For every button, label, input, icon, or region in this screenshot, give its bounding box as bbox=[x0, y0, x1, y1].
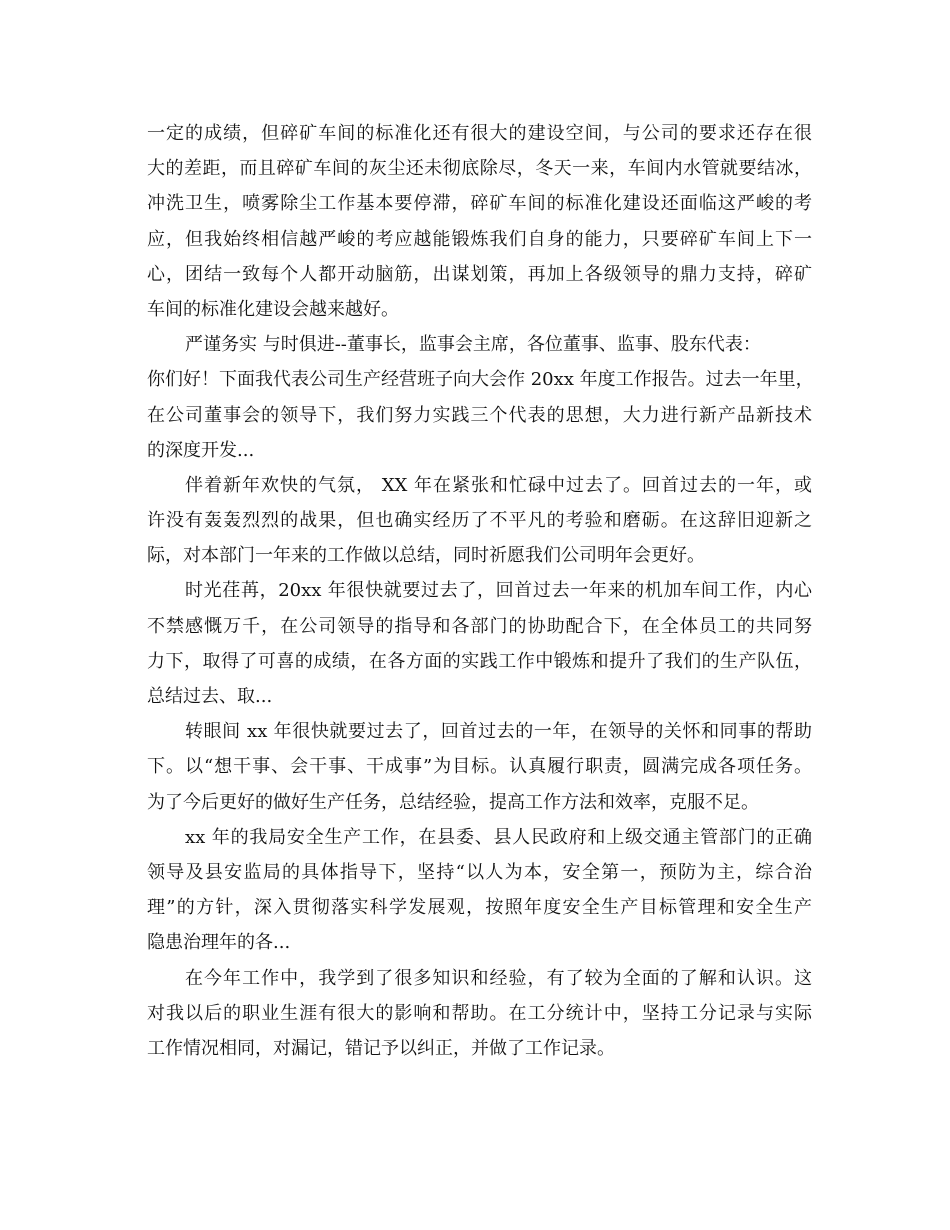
text-line: 理”的方针，深入贯彻落实科学发展观，按照年度安全生产目标管理和安全生产 bbox=[147, 897, 812, 919]
text-line: 许没有轰轰烈烈的战果，但也确实经历了不平凡的考验和磨砺。在这辞旧迎新之 bbox=[147, 510, 812, 532]
text-line: 转眼间 xx 年很快就要过去了，回首过去的一年，在领导的关怀和同事的帮助 bbox=[185, 721, 812, 743]
text-line: 为了今后更好的做好生产任务，总结经验，提高工作方法和效率，克服不足。 bbox=[147, 791, 759, 813]
document-body bbox=[147, 116, 812, 1066]
paragraph bbox=[147, 961, 812, 1067]
text-line: 总结过去、取... bbox=[147, 686, 273, 707]
text-line: 在今年工作中，我学到了很多知识和经验，有了较为全面的了解和认识。这 bbox=[185, 967, 812, 989]
text-line: 在公司董事会的领导下，我们努力实践三个代表的思想，大力进行新产品新技术 bbox=[147, 404, 812, 426]
text-line: 严谨务实 与时俱进--董事长，监事会主席，各位董事、监事、股东代表： bbox=[185, 334, 761, 356]
text-line: 的深度开发... bbox=[147, 439, 255, 461]
text-line: 力下，取得了可喜的成绩，在各方面的实践工作中锻炼和提升了我们的生产队伍， bbox=[147, 650, 812, 672]
text-line: 你们好！下面我代表公司生产经营班子向大会作 20xx 年度工作报告。过去一年里， bbox=[147, 369, 814, 391]
text-line: 隐患治理年的各... bbox=[147, 932, 291, 954]
paragraph bbox=[147, 116, 812, 327]
text-line: 应，但我始终相信越严峻的考应越能锻炼我们自身的能力，只要碎矿车间上下一 bbox=[147, 228, 812, 250]
text-line: xx 年的我局安全生产工作，在县委、县人民政府和上级交通主管部门的正确 bbox=[185, 826, 812, 848]
paragraph bbox=[147, 327, 812, 468]
text-line: 际，对本部门一年来的工作做以总结，同时祈愿我们公司明年会更好。 bbox=[147, 545, 705, 567]
text-line: 不禁感慨万千，在公司领导的指导和各部门的协助配合下，在全体员工的共同努 bbox=[147, 615, 812, 637]
text-line: 大的差距，而且碎矿车间的灰尘还未彻底除尽，冬天一来，车间内水管就要结冰， bbox=[147, 158, 812, 180]
paragraph bbox=[147, 468, 812, 574]
text-line: 冲洗卫生，喷雾除尘工作基本要停滞，碎矿车间的标准化建设还面临这严峻的考 bbox=[147, 193, 812, 215]
text-line: 领导及县安监局的具体指导下，坚持“以人为本，安全第一，预防为主，综合治 bbox=[147, 861, 812, 883]
text-line: 一定的成绩，但碎矿车间的标准化还有很大的建设空间，与公司的要求还存在很 bbox=[147, 123, 812, 144]
paragraph bbox=[147, 714, 812, 820]
paragraph bbox=[147, 820, 812, 961]
text-line: 伴着新年欢快的气氛， XX 年在紧张和忙碌中过去了。回首过去的一年，或 bbox=[185, 474, 812, 496]
text-line: 下。以“想干事、会干事、干成事”为目标。认真履行职责，圆满完成各项任务。 bbox=[147, 756, 812, 778]
text-line: 心，团结一致每个人都开动脑筋，出谋划策，再加上各级领导的鼎力支持，碎矿 bbox=[147, 263, 812, 285]
paragraph bbox=[147, 573, 812, 714]
text-line: 车间的标准化建设会越来越好。 bbox=[147, 298, 399, 320]
text-line: 对我以后的职业生涯有很大的影响和帮助。在工分统计中，坚持工分记录与实际 bbox=[147, 1002, 812, 1024]
text-line: 工作情况相同，对漏记，错记予以纠正，并做了工作记录。 bbox=[147, 1037, 615, 1059]
text-line: 时光荏苒，20xx 年很快就要过去了，回首过去一年来的机加车间工作，内心 bbox=[185, 580, 812, 602]
